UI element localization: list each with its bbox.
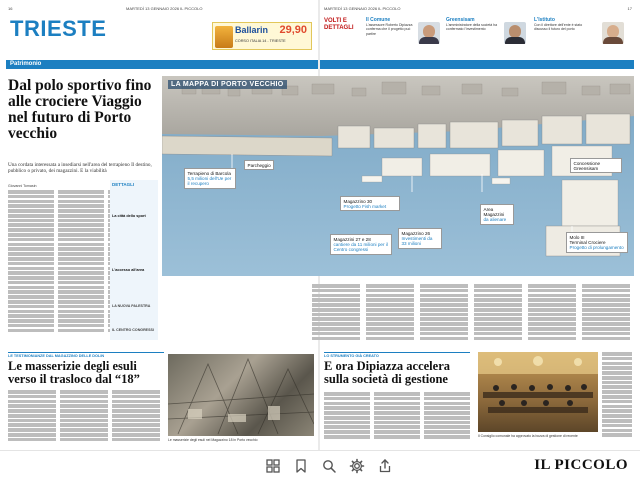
lower-right-column-1 [324,392,370,440]
date-line-right: MARTEDÌ 13 GENNAIO 2026 IL PICCOLO [324,6,401,11]
category-band-right [322,60,634,69]
lower-right-column-3 [424,392,470,440]
article-column-9 [582,284,630,341]
byline: Giovanni Tomasin [8,184,37,188]
article-column-6 [420,284,468,341]
callout-parcheggio: Parcheggio [244,160,274,170]
person-block-greensisam: Greensisam L'amministratore della società ha confermato l'investimento [446,17,498,32]
details-sidebar [110,180,158,340]
article-column-2 [58,190,104,333]
page-number-left: 16 [8,6,13,11]
callout-molo-iii: Molo III Terminal Crociere Progetto di prolungamento [566,232,628,253]
newspaper-logo[interactable]: IL PICCOLO [534,457,628,473]
photo-caption-left: Le masserizie degli esuli nel Magazzino 18 in Porto vecchio [168,438,258,442]
callout-greensisam: Concessione Greensisam [570,158,622,173]
share-button[interactable] [374,456,396,476]
lower-right-column-4 [602,352,632,438]
search-button[interactable] [318,456,340,476]
ad-product-image [215,26,233,48]
porto-vecchio-map [162,76,634,276]
callout-area-magazzini: Area Magazzini da alienare [480,204,514,225]
portrait-greensisam [504,22,526,44]
main-headline: Dal polo sportivo fino alle crociere Viaggio nel futuro di Porto vecchio [8,77,152,142]
category-band: Patrimonio [6,60,322,69]
sidebar-item: La città dello sport [112,214,146,218]
share-icon [377,458,393,474]
gear-icon [349,458,365,474]
sidebar-item: IL CENTRO CONGRESSI [112,328,154,332]
lower-headline-left: Le masserizie degli esuli verso il trasloco dal “18” [8,359,140,386]
photo-caption-right: Il Consiglio comunale ha approvato la bozza di gestione di recente [478,434,578,438]
callout-magazzino-26: Magazzino 26 Investimenti da 33 milioni [398,228,442,249]
ad-brand: Ballarin [235,25,269,35]
ad-address: CORSO ITALIA 14 - TRIESTE [235,39,286,43]
article-column-4 [312,284,360,341]
lower-kicker-right: LO STRUMENTO GIÀ CREATO [324,352,470,358]
grid-icon [265,458,281,474]
portrait-comune [418,22,440,44]
photo-magazzino-18 [168,354,314,436]
settings-button[interactable] [346,456,368,476]
map-title: LA MAPPA DI PORTO VECCHIO [168,80,287,89]
callout-magazzini-27-28: Magazzini 27 e 28 cantiere da 11 milioni per il Centro congressi [330,234,392,255]
sidebar-item: L'accesso all'area [112,268,145,272]
reader-toolbar [0,450,640,480]
callout-terrapieno: Terrapieno di Barcola 5,5 milioni dell'Ue per il recupero [184,168,236,189]
lower-headline-right: E ora Dipiazza accelera sulla società di gestione [324,359,450,386]
callout-magazzino-30: Magazzino 30 Progetto Fish market [340,196,400,211]
lower-column-2 [60,390,108,443]
sidebar-item: LA NUOVA PALESTRA [112,304,151,308]
article-column-8 [528,284,576,341]
bookmark-icon [293,458,309,474]
details-sidebar-title: DETTAGLI [112,182,135,187]
lower-column-3 [112,390,160,443]
article-column-1 [8,190,54,333]
bookmark-button[interactable] [290,456,312,476]
volti-dettagli-label: VOLTI E DETTAGLI [324,18,354,31]
ad-price: 29,90 [279,24,307,36]
main-subhead: Una cordata interessata a insediarsi nell'area del terrapieno Il destino, pubblico o privato, dei magazzini. E la viabilità [8,162,152,175]
section-title: TRIESTE [10,16,107,41]
photo-consiglio-comunale [478,352,598,432]
portrait-istituto [602,22,624,44]
date-line-left: MARTEDÌ 13 GENNAIO 2026 IL PICCOLO [126,6,203,11]
lower-kicker-left: LE TESTIMONIANZE DAL MAGAZZINO DELLE DOLIN [8,352,164,358]
ad-ballarin [212,22,312,50]
lower-right-column-2 [374,392,420,440]
search-icon [321,458,337,474]
article-column-7 [474,284,522,341]
pages-button[interactable] [262,456,284,476]
article-column-5 [366,284,414,341]
page-number-right: 17 [627,6,632,11]
person-block-istituto: L'Istituto Con il direttore dell'ente è stato discusso il futuro del porto [534,17,583,32]
lower-column-1 [8,390,56,443]
person-block-comune: Il Comune L'assessore Roberto Dipiazza conferma che il progetto può partire [366,17,413,36]
